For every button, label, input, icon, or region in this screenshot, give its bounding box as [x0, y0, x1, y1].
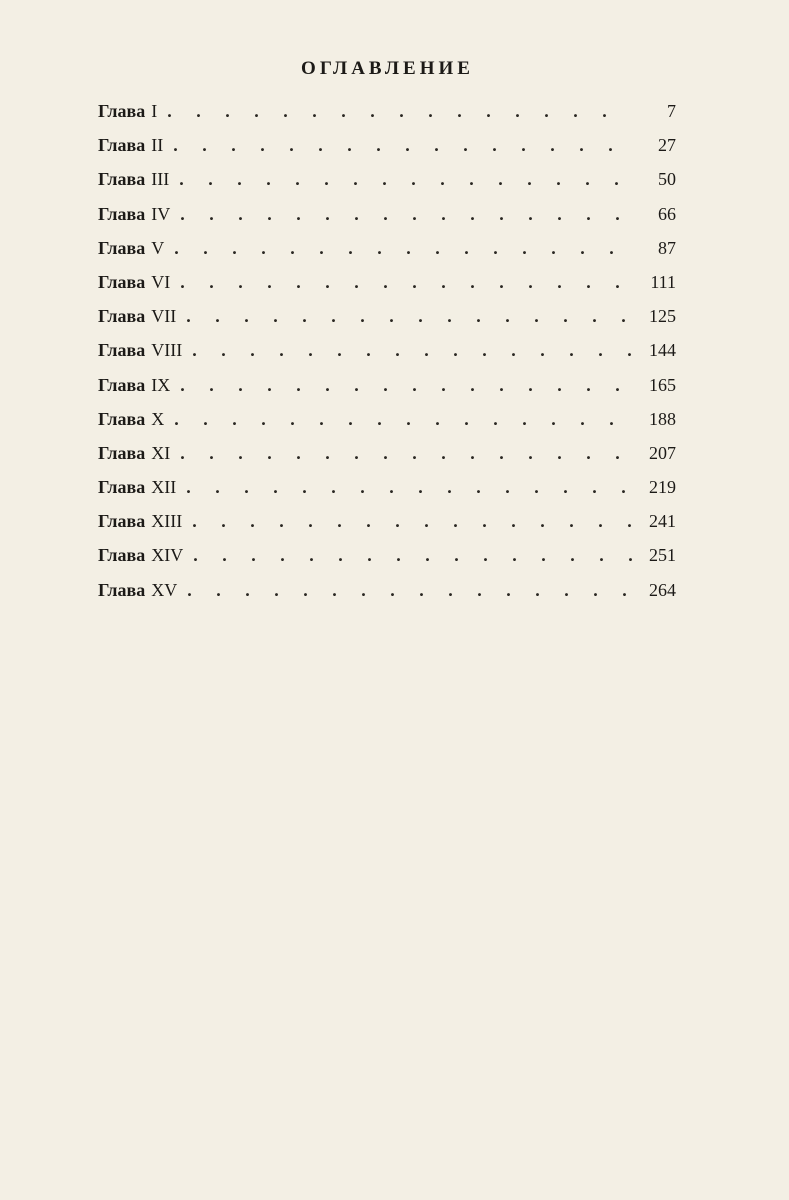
toc-entry-10 [98, 409, 676, 443]
toc-entry-4 [98, 204, 676, 238]
chapter-label: Глава IV [98, 203, 171, 224]
page-number: 251 [649, 545, 676, 566]
chapter-label: Глава XV [98, 579, 178, 600]
chapter-label: Глава XIV [98, 545, 184, 566]
chapter-number: XIII [151, 511, 183, 532]
chapter-label: Глава XII [98, 477, 177, 498]
page-number: 50 [658, 169, 676, 190]
dot-leader [180, 375, 632, 396]
chapter-label: Глава XIII [98, 511, 183, 532]
toc-entry-2 [98, 135, 676, 169]
toc-entry-12 [98, 477, 676, 511]
toc-entry-1 [98, 101, 676, 135]
dot-leader [180, 443, 632, 464]
chapter-label: Глава II [98, 135, 164, 156]
page-number: 219 [649, 477, 676, 498]
page-number: 188 [649, 408, 676, 429]
page-number: 241 [649, 511, 676, 532]
toc-entry-14 [98, 545, 676, 579]
chapter-label: Глава VII [98, 306, 177, 327]
chapter-number: XII [151, 477, 177, 498]
toc-entry-5 [98, 238, 676, 272]
dot-leader [192, 511, 632, 532]
chapter-label: Глава I [98, 101, 158, 121]
page-number: 7 [667, 101, 676, 121]
dot-leader [192, 340, 632, 361]
chapter-number: VI [151, 271, 171, 292]
dot-leader [193, 545, 632, 566]
toc-entry-15 [98, 580, 676, 614]
chapter-label: Глава XI [98, 442, 171, 463]
page-number: 66 [658, 203, 676, 224]
toc-entry-3 [98, 169, 676, 203]
page-number: 111 [650, 271, 676, 292]
toc-entry-8 [98, 340, 676, 374]
page-title: ОГЛАВЛЕНИЕ [301, 58, 474, 79]
chapter-number: XI [151, 442, 171, 463]
chapter-number: III [151, 169, 170, 190]
dot-leader [186, 306, 632, 327]
chapter-number: II [151, 135, 164, 156]
page-number: 27 [658, 135, 676, 156]
chapter-label: Глава IX [98, 374, 171, 395]
toc-entry-6 [98, 272, 676, 306]
chapter-label: Глава VI [98, 271, 171, 292]
chapter-number: V [151, 237, 165, 258]
chapter-number: XIV [151, 545, 184, 566]
page-number: 207 [649, 442, 676, 463]
chapter-number: X [151, 408, 165, 429]
toc-entry-11 [98, 443, 676, 477]
page-number: 264 [649, 579, 676, 600]
chapter-number: VIII [151, 340, 183, 361]
dot-leader [187, 580, 632, 601]
dot-leader [179, 169, 632, 190]
dot-leader [174, 409, 632, 430]
toc-entry-7 [98, 306, 676, 340]
toc-entry-13 [98, 511, 676, 545]
page-number: 165 [649, 374, 676, 395]
chapter-number: VII [151, 306, 177, 327]
toc-entry-9 [98, 375, 676, 409]
page-number: 87 [658, 237, 676, 258]
chapter-number: I [151, 101, 158, 121]
page-number: 144 [649, 340, 676, 361]
table-of-contents [98, 101, 676, 614]
chapter-number: IV [151, 203, 171, 224]
dot-leader [174, 238, 632, 259]
chapter-label: Глава III [98, 169, 170, 190]
page-number: 125 [649, 306, 676, 327]
dot-leader [167, 101, 632, 122]
chapter-number: XV [151, 579, 178, 600]
dot-leader [173, 135, 632, 156]
dot-leader [180, 272, 632, 293]
chapter-number: IX [151, 374, 171, 395]
dot-leader [180, 204, 632, 225]
chapter-label: Глава X [98, 408, 165, 429]
dot-leader [186, 477, 632, 498]
chapter-label: Глава V [98, 237, 165, 258]
chapter-label: Глава VIII [98, 340, 183, 361]
